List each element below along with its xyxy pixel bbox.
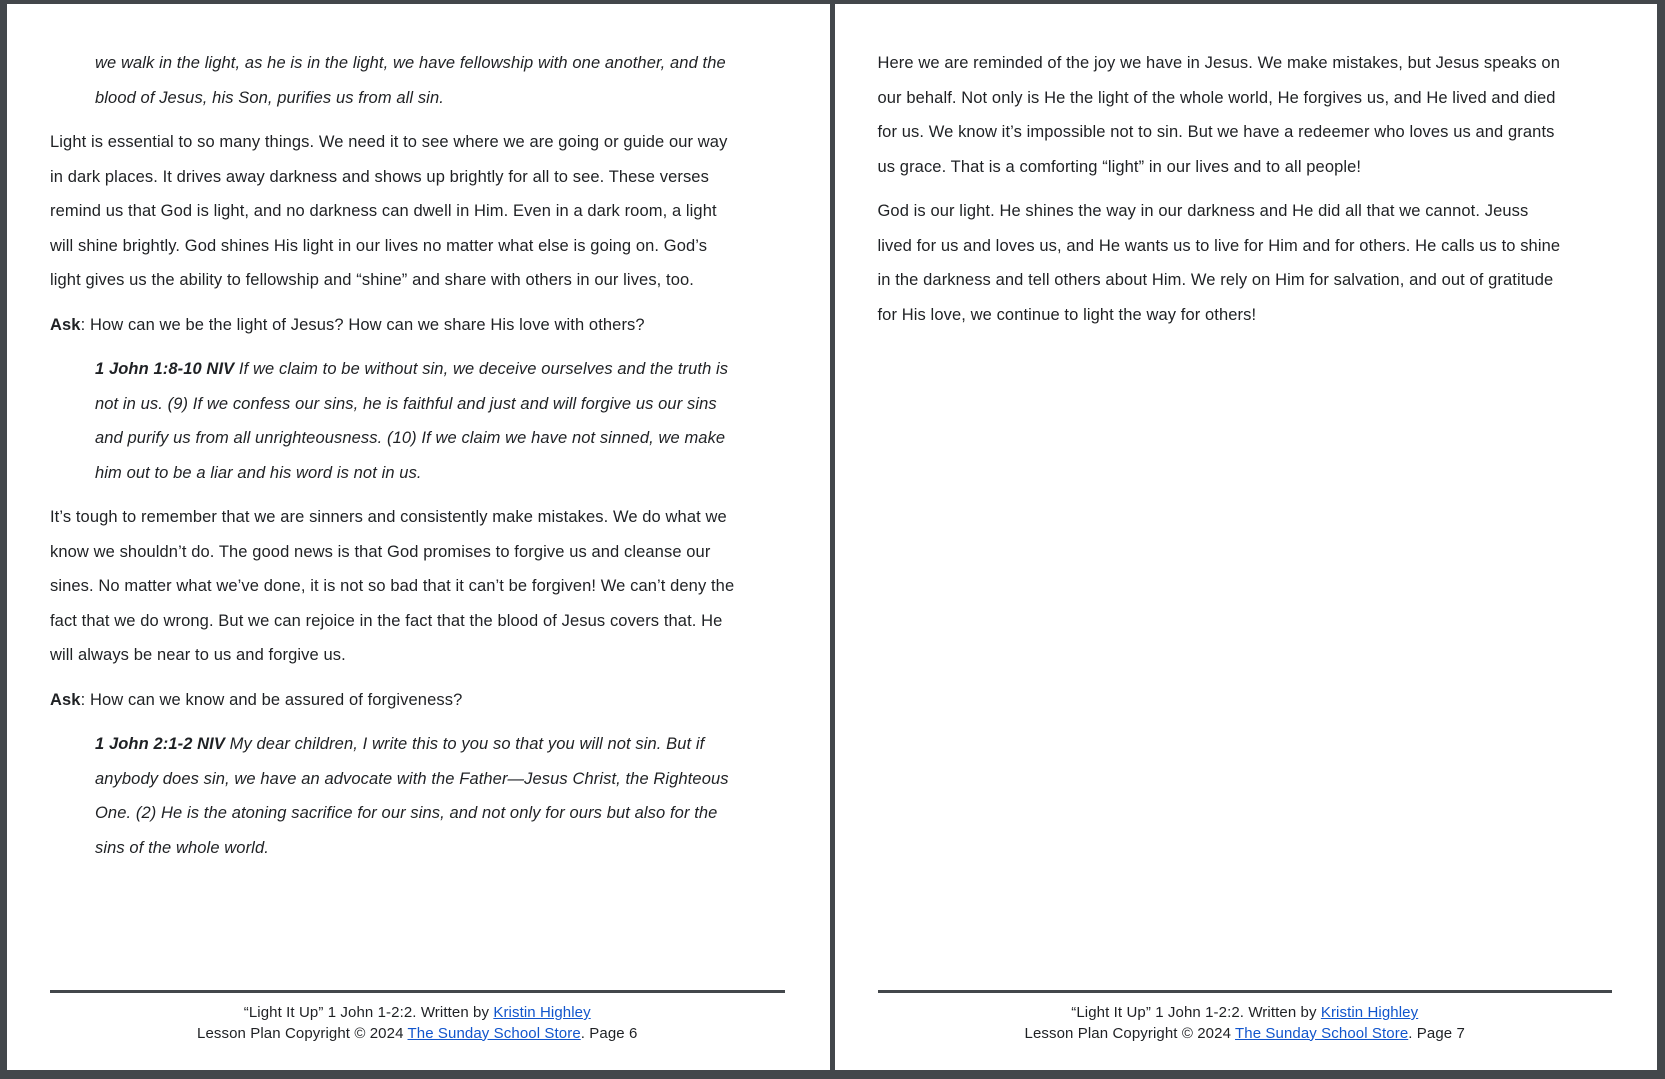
- ask-prompt: Ask: How can we be the light of Jesus? How can we share His love with others?: [50, 315, 645, 334]
- verse-quote: 1 John 2:1-2 NIV My dear children, I write this to you so that you will not sin. But if anybody does sin, we have an advocate with the Father—Jesus Christ, the Righteous One. (2) He is the atoning sacrifice for our sins, and not only for ours but also for the sins of the whole world.: [95, 735, 729, 857]
- page-content: [50, 46, 785, 875]
- store-link[interactable]: The Sunday School Store: [407, 1024, 581, 1042]
- ask-prompt: Ask: How can we know and be assured of forgiveness?: [50, 690, 463, 709]
- page-footer: [50, 990, 785, 1044]
- author-link[interactable]: Kristin Highley: [493, 1004, 591, 1021]
- document-page: [835, 4, 1658, 1070]
- scripture-quote: we walk in the light, as he is in the light, we have fellowship with one another, and the blood of Jesus, his Son, purifies us from all sin.: [95, 54, 726, 107]
- body-paragraph: It’s tough to remember that we are sinners and consistently make mistakes. We do what we know we shouldn’t do. The good news is that God promises to forgive us and cleanse our sines. No matter what we’ve done, it is not so bad that it can’t be forgiven! We can’t deny the fact that we do wrong. But we can rejoice in the fact that the blood of Jesus covers that. He will always be near to us and forgive us.: [50, 508, 735, 664]
- verse-reference: 1 John 1:8-10 NIV: [95, 360, 235, 378]
- store-link[interactable]: The Sunday School Store: [1235, 1024, 1409, 1042]
- body-paragraph: Light is essential to so many things. We need it to see where we are going or guide our way in dark places. It drives away darkness and shows up brightly for all to see. These verses remind us that God is light, and no darkness can dwell in Him. Even in a dark room, a light will shine brightly. God shines His light in our lives no matter what else is going on. God’s light gives us the ability to fellowship and “shine” and share with others in our lives, too.: [50, 133, 728, 289]
- footer-line-1: “Light It Up” 1 John 1-2:2. Written by Kristin Highley: [243, 1004, 591, 1021]
- ask-label: Ask: [50, 690, 81, 709]
- page-footer: [878, 990, 1613, 1044]
- footer-line-2: Lesson Plan Copyright © 2024 The Sunday School Store. Page 7: [1024, 1024, 1465, 1042]
- verse-quote: 1 John 1:8-10 NIV If we claim to be without sin, we deceive ourselves and the truth is not in us. (9) If we confess our sins, he is faithful and just and will forgive us our sins and purify us from all unrighteousness. (10) If we claim we have not sinned, we make him out to be a liar and his word is not in us.: [95, 360, 729, 482]
- body-paragraph: Here we are reminded of the joy we have in Jesus. We make mistakes, but Jesus speaks on our behalf. Not only is He the light of the whole world, He forgives us, and He lived and died for us. We know it’s impossible not to sin. But we have a redeemer who loves us and grants us grace. That is a comforting “light” in our lives and to all people!: [877, 54, 1560, 176]
- author-link[interactable]: Kristin Highley: [1320, 1004, 1419, 1021]
- footer-text: [50, 993, 785, 1044]
- page-content: [878, 46, 1613, 342]
- document-page: [7, 4, 830, 1070]
- footer-line-1: “Light It Up” 1 John 1-2:2. Written by Kristin Highley: [1071, 1004, 1419, 1021]
- footer-line-2: Lesson Plan Copyright © 2024 The Sunday School Store. Page 6: [197, 1024, 638, 1042]
- body-paragraph: God is our light. He shines the way in our darkness and He did all that we cannot. Jeuss lived for us and loves us, and He wants us to live for Him and for others. He calls us to shine in the darkness and tell others about Him. We rely on Him for salvation, and out of gratitude for His love, we continue to light the way for others!: [877, 202, 1561, 324]
- footer-text: [878, 993, 1613, 1044]
- ask-label: Ask: [50, 315, 81, 334]
- verse-reference: 1 John 2:1-2 NIV: [95, 735, 225, 753]
